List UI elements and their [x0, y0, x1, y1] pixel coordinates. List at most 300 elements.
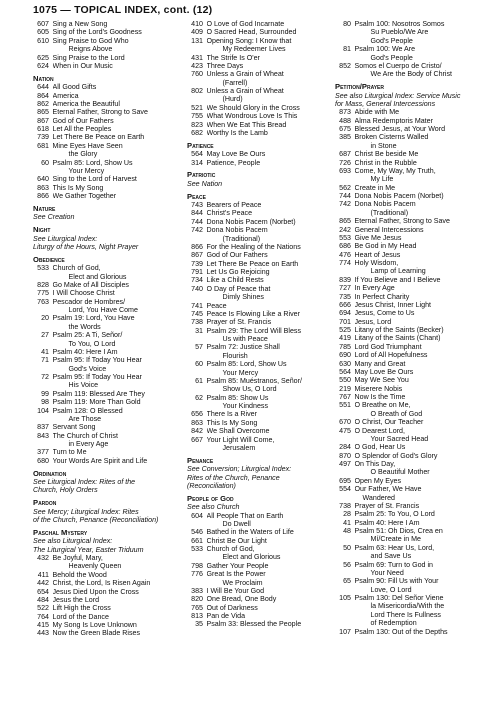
hymn-number: 666 [339, 300, 351, 309]
hymn-number: 423 [191, 61, 203, 70]
hymn-title: This Is My Song [206, 418, 258, 427]
index-entry [335, 318, 475, 326]
hymn-number: 774 [339, 259, 351, 267]
hymn-title: The Strife Is O'er [206, 53, 260, 62]
hymn-title: O Beautiful Mother [370, 468, 430, 477]
hymn-number [33, 45, 53, 53]
hymn-number: 488 [339, 116, 351, 125]
index-entry [33, 125, 181, 133]
hymn-number: 65 [343, 577, 351, 586]
hymn-number: 863 [37, 183, 49, 192]
hymn-title: Out of Darkness [206, 603, 258, 612]
hymn-title: Sing a New Song [52, 20, 108, 28]
hymn-title: Let Us Go Rejoicing [206, 268, 270, 276]
index-entry-continuation [335, 552, 475, 560]
hymn-number: 476 [339, 250, 351, 259]
index-entry [335, 376, 475, 384]
hymn-number: 738 [191, 318, 203, 327]
hymn-title: Psalm 90: Fill Us with Your [354, 577, 439, 586]
hymn-number: 419 [339, 334, 351, 343]
index-entry [33, 390, 181, 398]
index-entry [335, 510, 475, 518]
hymn-number: 844 [191, 209, 203, 218]
index-entry-continuation [187, 335, 329, 343]
index-entry [335, 217, 475, 225]
index-entry-continuation [335, 267, 475, 275]
index-entry [335, 502, 475, 510]
hymn-title: Now the Green Blade Rises [52, 629, 141, 638]
section-heading: Penance [187, 455, 214, 465]
index-entry [187, 427, 329, 435]
hymn-title: Bathed in the Waters of Life [206, 528, 294, 537]
hymn-title: There Is a River [206, 410, 257, 419]
index-entry [335, 401, 475, 409]
hymn-title: la Misericordia/With the [370, 602, 445, 611]
hymn-title: Pan de Vida [206, 612, 246, 620]
cross-reference-note: Church, Holy Orders [33, 486, 98, 495]
hymn-title: We Shall Overcome [206, 427, 270, 436]
hymn-title: May We See You [354, 376, 409, 385]
index-entry-continuation [335, 28, 475, 36]
hymn-title: We Gather Together [52, 192, 117, 200]
hymn-title: When in Our Music [52, 61, 113, 70]
hymn-title: Su Pueblo/We Are [370, 28, 429, 37]
index-entry [33, 100, 181, 108]
hymn-number [187, 520, 207, 528]
hymn-number: 735 [339, 292, 351, 301]
hymn-title: Dona Nobis Pacem [354, 200, 416, 209]
hymn-title: Litany of the Saints (Chant) [354, 334, 441, 343]
hymn-number: 644 [37, 83, 49, 92]
hymn-title: Church of God, [206, 545, 255, 553]
hymn-title: Psalm 72: Justice Shall [206, 343, 280, 352]
hymn-title: Jesus, Lord [354, 317, 392, 326]
hymn-number: 865 [37, 108, 49, 117]
index-entry [187, 276, 329, 284]
index-entry [187, 129, 329, 137]
index-entry [33, 579, 181, 587]
hymn-number: 785 [339, 342, 351, 351]
hymn-number: 624 [37, 61, 49, 70]
index-entry [335, 309, 475, 317]
hymn-title: Christ Be Our Light [206, 536, 267, 545]
hymn-number: 71 [41, 356, 49, 365]
hymn-title: Peace Is Flowing Like a River [206, 309, 300, 318]
hymn-number: 701 [339, 317, 351, 326]
hymn-number: 661 [191, 536, 203, 545]
hymn-number [335, 619, 355, 627]
hymn-number: 680 [37, 456, 49, 465]
hymn-title: Be Joyful, Mary, [52, 554, 103, 562]
index-entry [187, 360, 329, 368]
hymn-title: America [52, 91, 79, 100]
hymn-title: (Hurd) [222, 95, 243, 104]
index-entry [33, 264, 181, 272]
index-entry [187, 243, 329, 251]
hymn-title: Miserere Nobis [354, 384, 403, 393]
index-entry [33, 117, 181, 125]
index-entry-continuation [335, 494, 475, 502]
hymn-title: Christ Be beside Me [354, 150, 419, 159]
hymn-number: 431 [191, 53, 203, 62]
hymn-title: When We Eat This Bread [206, 120, 287, 129]
section-heading: Night [33, 225, 51, 235]
hymn-title: Psalm 25: To You, O Lord [354, 510, 435, 519]
hymn-title: Love, O Lord [370, 585, 412, 594]
hymn-title: His Voice [68, 381, 99, 390]
hymn-number: 284 [339, 443, 351, 452]
hymn-number: 50 [343, 543, 351, 552]
index-entry [335, 561, 475, 569]
cross-reference-note: See Creation [33, 213, 75, 222]
section-heading: Obedience [33, 254, 65, 264]
hymn-title: (Traditional) [222, 234, 261, 243]
hymn-title: O Love of God Incarnate [206, 20, 285, 28]
hymn-title: the Glory [68, 150, 98, 159]
hymn-title: Create in Me [354, 183, 396, 192]
hymn-title: Psalm 95: If Today You Hear [52, 356, 142, 365]
cross-reference-note: See also Church [187, 503, 240, 512]
index-entry [335, 20, 475, 28]
index-entry [335, 343, 475, 351]
index-entry [187, 112, 329, 120]
index-entry [335, 418, 475, 426]
hymn-title: God of Our Fathers [52, 116, 114, 125]
hymn-title: I Will Be Your God [206, 586, 265, 595]
hymn-number [335, 54, 355, 62]
index-entry-continuation [187, 579, 329, 587]
hymn-number: 533 [37, 264, 49, 273]
hymn-title: Opening Song: I Know that [206, 36, 292, 45]
index-entry [187, 377, 329, 385]
hymn-number: 48 [343, 527, 351, 535]
index-entry-continuation [33, 562, 181, 570]
section-heading: Nation [33, 73, 54, 83]
index-entry [187, 310, 329, 318]
index-entry-continuation [187, 235, 329, 243]
index-entry [187, 512, 329, 520]
hymn-number: 497 [339, 460, 351, 468]
hymn-title: Wandered [362, 493, 395, 502]
hymn-number [335, 267, 355, 275]
index-entry [33, 62, 181, 70]
hymn-number: 604 [191, 511, 203, 520]
hymn-title: For the Healing of the Nations [206, 242, 301, 251]
cross-reference-note: See Nation [187, 179, 223, 188]
index-entry [335, 117, 475, 125]
section-heading: Paschal Mystery [33, 527, 88, 537]
hymn-number: 765 [191, 603, 203, 612]
hymn-title: Jesus Christ, Inner Light [354, 300, 431, 309]
index-entry [335, 594, 475, 602]
index-entry [187, 285, 329, 293]
index-entry-continuation [187, 45, 329, 53]
hymn-title: Turn to Me [52, 448, 87, 457]
hymn-number: 610 [37, 36, 49, 45]
hymn-number: 667 [191, 435, 203, 444]
hymn-number: 870 [339, 451, 351, 460]
hymn-title: Litany of the Saints (Becker) [354, 326, 444, 334]
index-entry [33, 596, 181, 604]
hymn-number: 131 [191, 36, 203, 45]
hymn-title: Worthy Is the Lamb [206, 128, 268, 137]
index-entry-continuation [187, 369, 329, 377]
hymn-number: 760 [191, 70, 203, 79]
index-entry [335, 334, 475, 342]
hymn-number: 842 [191, 427, 203, 436]
hymn-title: Do Dwell [222, 519, 251, 528]
hymn-number [187, 579, 207, 587]
hymn-number [33, 167, 53, 175]
index-entry [335, 184, 475, 192]
hymn-title: Be God in My Head [354, 242, 417, 251]
hymn-number: 864 [37, 91, 49, 100]
hymn-number [335, 494, 355, 502]
index-entry-continuation [335, 535, 475, 543]
index-entry [187, 28, 329, 36]
hymn-number [187, 402, 207, 410]
index-entry [187, 587, 329, 595]
hymn-title: Unless a Grain of Wheat [206, 70, 284, 79]
hymn-title: Jesus Died Upon the Cross [52, 587, 139, 596]
hymn-title: Psalm 33: Blessed the People [206, 620, 302, 629]
hymn-title: On This Day, [354, 460, 396, 468]
index-entry [187, 226, 329, 234]
hymn-title: Psalm 69: Turn to God in [354, 560, 433, 569]
index-entry [187, 70, 329, 78]
hymn-number [33, 415, 53, 423]
hymn-title: Heavenly Queen [68, 562, 122, 571]
hymn-number: 41 [41, 347, 49, 356]
hymn-title: Psalm 40: Here I Am [52, 347, 118, 356]
hymn-title: Sing of the Lord's Goodness [52, 28, 142, 37]
index-entry-continuation [187, 444, 329, 452]
cross-reference-note: of the Church, Penance (Reconciliation) [33, 516, 159, 524]
cross-reference-note: See Mercy; Liturgical Index: Rites [33, 507, 139, 516]
hymn-number: 27 [41, 331, 49, 340]
index-entry [33, 54, 181, 62]
hymn-title: O Dearest Lord, [354, 426, 405, 435]
index-entry [33, 37, 181, 45]
index-entry [335, 393, 475, 401]
hymn-title: Your Words Are Spirit and Life [52, 456, 148, 465]
index-entry-continuation [335, 468, 475, 476]
index-entry-continuation [335, 586, 475, 594]
hymn-title: Blessed Jesus, at Your Word [354, 125, 446, 133]
hymn-title: Elect and Glorious [68, 272, 127, 281]
cross-reference-note: See also Liturgical Index: [33, 537, 113, 546]
hymn-title: My Redeemer Lives [222, 45, 286, 54]
hymn-title: Pescador de Hombres/ [52, 297, 126, 306]
index-entry-continuation [33, 440, 181, 448]
index-entry-continuation [187, 520, 329, 528]
index-entry-continuation [33, 365, 181, 373]
hymn-number [33, 365, 53, 373]
hymn-number [335, 37, 355, 45]
hymn-title: All People That on Earth [206, 511, 284, 520]
hymn-number: 35 [195, 620, 203, 629]
section-heading: Patience [187, 140, 214, 150]
hymn-title: Gather Your People [206, 561, 269, 570]
hymn-number: 823 [191, 120, 203, 129]
index-entry [187, 121, 329, 129]
hymn-number: 564 [191, 150, 203, 159]
hymn-number: 755 [191, 112, 203, 121]
hymn-title: I Will Choose Christ [52, 289, 115, 298]
index-entry [187, 537, 329, 545]
hymn-number: 625 [37, 53, 49, 62]
index-entry [335, 368, 475, 376]
hymn-title: All Good Gifts [52, 83, 97, 92]
hymn-number [335, 175, 355, 183]
hymn-number: 820 [191, 595, 203, 604]
hymn-number: 31 [195, 326, 203, 335]
page-number: 1075 [33, 4, 58, 16]
hymn-number [335, 611, 355, 619]
hymn-number: 670 [339, 418, 351, 427]
index-entry-continuation [33, 340, 181, 348]
index-entry [335, 385, 475, 393]
hymn-title: Us with Peace [222, 335, 268, 343]
hymn-title: Lift High the Cross [52, 604, 111, 613]
hymn-title: Psalm 128: O Blessed [52, 406, 123, 415]
hymn-title: (Traditional) [370, 208, 409, 217]
index-entry [187, 620, 329, 628]
hymn-number [335, 142, 355, 150]
index-entry [187, 327, 329, 335]
hymn-title: Psalm 100: Nosotros Somos [354, 20, 445, 28]
index-entry-continuation [335, 410, 475, 418]
hymn-title: We Are the Body of Christ [370, 70, 452, 79]
hymn-number: 242 [339, 225, 351, 234]
hymn-number: 813 [191, 612, 203, 620]
hymn-number: 675 [339, 125, 351, 133]
hymn-title: Psalm 100: We Are [354, 45, 416, 54]
hymn-number: 409 [191, 28, 203, 37]
hymn-number [187, 352, 207, 360]
index-entry [33, 83, 181, 91]
index-entry-continuation [335, 435, 475, 443]
hymn-title: We Should Glory in the Cross [206, 103, 300, 112]
index-entry [187, 604, 329, 612]
hymn-number [33, 150, 53, 158]
index-entry [33, 331, 181, 339]
hymn-number: 742 [191, 226, 203, 235]
index-entry [33, 192, 181, 200]
index-entry [33, 108, 181, 116]
hymn-number [33, 273, 53, 281]
hymn-title: Sing to the Lord of Harvest [52, 175, 137, 184]
index-entry [33, 554, 181, 562]
cross-reference-note: (Reconciliation) [187, 481, 236, 490]
hymn-number [335, 28, 355, 36]
cross-reference-note: See Liturgical Index: Rites of the [33, 478, 136, 486]
index-entry [187, 436, 329, 444]
hymn-number: 739 [37, 133, 49, 142]
index-entry-continuation [187, 95, 329, 103]
index-entry-continuation [335, 70, 475, 78]
hymn-number: 521 [191, 103, 203, 112]
index-entry [335, 133, 475, 141]
hymn-number [33, 440, 53, 448]
hymn-title: Somos el Cuerpo de Cristo/ [354, 61, 442, 70]
hymn-number: 740 [191, 284, 203, 293]
hymn-number: 62 [195, 393, 203, 402]
index-entry [33, 184, 181, 192]
index-entry [335, 519, 475, 527]
hymn-title: Bearers of Peace [206, 201, 262, 209]
hymn-title: Psalm 130: Del Señor Viene [354, 594, 444, 602]
hymn-title: Now Is the Time [354, 393, 406, 401]
hymn-title: Dona Nobis Pacem (Norbet) [354, 192, 444, 200]
index-entry-continuation [187, 79, 329, 87]
index-entry [187, 20, 329, 28]
hymn-title: Your Kindness [222, 402, 268, 410]
hymn-number [187, 553, 207, 561]
index-entry [335, 485, 475, 493]
cross-reference-note: Rites of the Church, Penance [187, 473, 280, 482]
hymn-number: 798 [191, 561, 203, 570]
hymn-title: Dona Nobis Pacem [206, 226, 268, 235]
hymn-number: 618 [37, 125, 49, 133]
hymn-number [187, 79, 207, 87]
index-entry [187, 302, 329, 310]
index-entry [335, 326, 475, 334]
hymn-number: 314 [191, 158, 203, 167]
hymn-title: Your Light Will Come, [206, 435, 275, 444]
hymn-title: My Song Is Love Unknown [52, 621, 137, 629]
hymn-number: 727 [339, 284, 351, 293]
hymn-title: O Sacred Head, Surrounded [206, 28, 297, 37]
index-entry [335, 301, 475, 309]
index-entry-continuation [33, 381, 181, 389]
section-heading: People of God [187, 493, 234, 503]
hymn-title: Psalm 63: Hear Us, Lord, [354, 543, 435, 552]
index-entry [187, 343, 329, 351]
hymn-title: Jerusalem [222, 443, 256, 452]
hymn-title: Prayer of St. Francis [354, 501, 420, 510]
hymn-number: 873 [339, 108, 351, 117]
hymn-title: Lord There Is Fullness [370, 610, 441, 619]
hymn-title: Behold the Wood [52, 570, 107, 579]
hymn-title: Sing Praise to God Who [52, 36, 129, 45]
index-entry [187, 87, 329, 95]
index-entry [187, 394, 329, 402]
hymn-number [335, 552, 355, 560]
hymn-title: Psalm 85: Lord, Show Us [206, 360, 287, 369]
index-entry-continuation [335, 209, 475, 217]
hymn-number: 81 [343, 45, 351, 54]
hymn-number: 839 [339, 275, 351, 284]
hymn-title: Eternal Father, Strong to Save [52, 108, 148, 117]
index-entry-continuation [187, 553, 329, 561]
hymn-number: 60 [195, 360, 203, 369]
index-entry [335, 284, 475, 292]
hymn-number: 105 [339, 594, 351, 602]
cross-reference-note: The Liturgical Year, Easter Triduum [33, 545, 144, 554]
index-entry [33, 298, 181, 306]
index-entry [33, 629, 181, 637]
hymn-number: 693 [339, 166, 351, 175]
hymn-number [33, 340, 53, 348]
index-entry-continuation [33, 167, 181, 175]
hymn-title: Lord God Triumphant [354, 342, 422, 351]
section-heading: Peace [187, 191, 206, 201]
hymn-number: 763 [37, 297, 49, 306]
hymn-title: In Every Age [354, 284, 395, 293]
hymn-number: 744 [339, 192, 351, 200]
index-entry-continuation [335, 602, 475, 610]
